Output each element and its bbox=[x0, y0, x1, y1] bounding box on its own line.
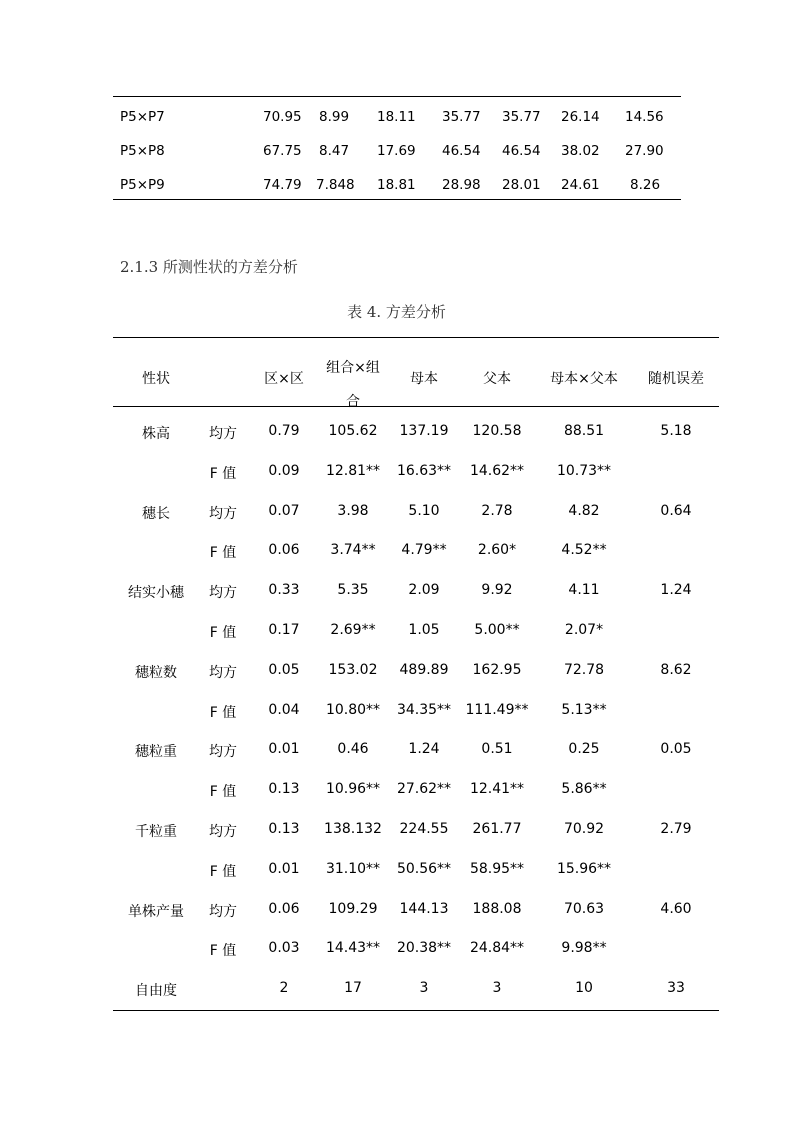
stat-type: F 值 bbox=[209, 625, 237, 641]
table-row bbox=[113, 423, 719, 443]
table-cell: 17 bbox=[344, 980, 362, 997]
table-row bbox=[113, 821, 719, 841]
table-cell: 9.98** bbox=[561, 940, 607, 957]
table-cell: 8.62 bbox=[660, 661, 692, 678]
table-cell: 16.63** bbox=[396, 462, 452, 479]
table-cell: 12.81** bbox=[325, 462, 381, 479]
table-row bbox=[113, 940, 719, 960]
trait-name: 株高 bbox=[142, 426, 170, 442]
table-cell: 24.84** bbox=[469, 940, 525, 957]
table-cell: 3 bbox=[492, 980, 502, 997]
table-cell: 10 bbox=[575, 980, 593, 997]
cross-name: P5×P9 bbox=[120, 177, 165, 193]
table-cell: 70.63 bbox=[563, 900, 605, 917]
table-cell: 1.05 bbox=[408, 622, 440, 638]
table-cell: 74.79 bbox=[263, 177, 302, 193]
table-cell: 27.62** bbox=[396, 781, 452, 798]
table-row bbox=[113, 582, 719, 602]
table-cell: 0.06 bbox=[268, 900, 300, 917]
table-cell: 2.69** bbox=[330, 622, 376, 638]
table-cell: 4.79** bbox=[401, 542, 447, 559]
table-cell: 14.62** bbox=[469, 462, 525, 479]
table-cell: 2.79 bbox=[660, 821, 692, 837]
table-cell: 10.80** bbox=[325, 701, 381, 718]
stat-type: F 值 bbox=[209, 863, 237, 880]
table-cell: 0.01 bbox=[268, 860, 300, 877]
stat-type: 均方 bbox=[209, 744, 237, 761]
header-combination-line2: 合 bbox=[345, 394, 360, 410]
table-cell: 0.13 bbox=[268, 821, 300, 837]
table-cell: 5.00** bbox=[474, 622, 520, 638]
stat-type: 均方 bbox=[209, 824, 237, 840]
trait-name: 穗粒重 bbox=[135, 744, 177, 761]
table-cell: 3.74** bbox=[330, 542, 376, 559]
table-cell: 0.33 bbox=[268, 582, 300, 599]
table-cell: 5.13** bbox=[561, 701, 607, 718]
table-cell: 1.24 bbox=[660, 582, 692, 599]
table-cell: 0.05 bbox=[660, 741, 692, 758]
stat-type: F 值 bbox=[209, 465, 237, 482]
table-cell: 0.17 bbox=[268, 622, 300, 638]
table-cell: 2.60* bbox=[477, 542, 517, 559]
trait-name: 穗粒数 bbox=[135, 664, 177, 681]
table-cell: 138.132 bbox=[324, 821, 382, 837]
table-cell: 2 bbox=[279, 980, 289, 997]
table-cell: 0.79 bbox=[268, 423, 300, 439]
table-cell: 5.18 bbox=[660, 423, 692, 439]
table-cell: 70.95 bbox=[263, 109, 302, 125]
table-cell: 28.98 bbox=[442, 177, 481, 193]
table-cell: 8.26 bbox=[630, 177, 661, 193]
table-cell: 38.02 bbox=[561, 143, 600, 159]
table-cell: 12.41** bbox=[469, 781, 525, 798]
table-cell: 10.73** bbox=[556, 462, 612, 479]
table-row bbox=[113, 901, 719, 921]
table-cell: 0.46 bbox=[337, 741, 369, 758]
table-cell: 4.82 bbox=[568, 502, 600, 519]
table-cell: 0.05 bbox=[268, 661, 300, 678]
table-cell: 18.11 bbox=[377, 109, 416, 125]
header-mother-x-father: 母本×父本 bbox=[550, 371, 618, 387]
table-cell: 70.92 bbox=[563, 821, 605, 837]
table-cell: 144.13 bbox=[399, 900, 449, 917]
table-cell: 111.49** bbox=[465, 701, 529, 718]
table-cell: 4.52** bbox=[561, 542, 607, 559]
table-cell: 489.89 bbox=[399, 661, 449, 678]
header-trait: 性状 bbox=[142, 371, 170, 387]
table-caption: 表 4. 方差分析 bbox=[347, 303, 446, 321]
table-cell: 8.47 bbox=[319, 143, 350, 159]
table-row bbox=[113, 662, 719, 682]
table-cell: 10.96** bbox=[325, 781, 381, 798]
trait-name: 穗长 bbox=[142, 505, 170, 522]
header-combination bbox=[326, 351, 380, 419]
table-cell: 2.07* bbox=[564, 622, 604, 638]
trait-name: 结实小穗 bbox=[128, 585, 184, 602]
table-cell: 120.58 bbox=[472, 423, 522, 439]
table-cell: 4.60 bbox=[660, 900, 692, 917]
table-cell: 224.55 bbox=[399, 821, 449, 837]
table-cell: 0.51 bbox=[481, 741, 513, 758]
table-cell: 153.02 bbox=[328, 661, 378, 678]
table-cell: 0.04 bbox=[268, 701, 300, 718]
table-cell: 26.14 bbox=[561, 109, 600, 125]
stat-type: F 值 bbox=[209, 704, 237, 721]
table-cell: 109.29 bbox=[328, 900, 378, 917]
stat-type: 均方 bbox=[209, 903, 237, 920]
table-cell: 50.56** bbox=[396, 860, 452, 877]
table-cell: 2.09 bbox=[408, 582, 440, 599]
trait-name: 单株产量 bbox=[128, 903, 184, 920]
table-cell: 8.99 bbox=[319, 109, 350, 125]
trait-name: 千粒重 bbox=[135, 824, 177, 840]
table-cell: 34.35** bbox=[396, 701, 452, 718]
table-row bbox=[113, 622, 719, 642]
table-cell: 0.03 bbox=[268, 940, 300, 957]
stat-type: 均方 bbox=[209, 585, 237, 602]
stat-type: F 值 bbox=[209, 545, 237, 562]
table-cell: 137.19 bbox=[399, 423, 449, 439]
table-cell: 35.77 bbox=[502, 109, 541, 125]
trait-name: 自由度 bbox=[135, 983, 177, 1000]
cross-name: P5×P7 bbox=[120, 109, 165, 125]
stat-type: F 值 bbox=[209, 784, 237, 801]
table-row bbox=[113, 861, 719, 881]
section-heading: 2.1.3 所测性状的方差分析 bbox=[120, 258, 298, 276]
table-cell: 0.06 bbox=[268, 542, 300, 559]
table-cell: 17.69 bbox=[377, 143, 416, 159]
table-row bbox=[113, 702, 719, 722]
table-cell: 58.95** bbox=[469, 860, 525, 877]
table-cell: 2.78 bbox=[481, 502, 513, 519]
table-cell: 4.11 bbox=[568, 582, 600, 599]
table-row bbox=[113, 143, 681, 163]
table-cell: 35.77 bbox=[442, 109, 481, 125]
table-cell: 7.848 bbox=[316, 177, 355, 193]
table-cell: 0.25 bbox=[568, 741, 600, 758]
table-cell: 33 bbox=[667, 980, 685, 997]
table-cell: 46.54 bbox=[442, 143, 481, 159]
table-cell: 15.96** bbox=[556, 860, 612, 877]
table-row bbox=[113, 463, 719, 483]
stat-type: 均方 bbox=[209, 664, 237, 681]
table-cell: 0.01 bbox=[268, 741, 300, 758]
table-cell: 24.61 bbox=[561, 177, 600, 193]
table-cell: 5.35 bbox=[337, 582, 369, 599]
table-cell: 0.07 bbox=[268, 502, 300, 519]
table-cell: 261.77 bbox=[472, 821, 522, 837]
table-cell: 3 bbox=[419, 980, 429, 997]
stat-type: 均方 bbox=[209, 426, 237, 442]
header-mother: 母本 bbox=[410, 371, 438, 387]
table-row bbox=[113, 781, 719, 801]
table-cell: 72.78 bbox=[563, 661, 605, 678]
table-cell: 3.98 bbox=[337, 502, 369, 519]
table-cell: 0.64 bbox=[660, 502, 692, 519]
table-row bbox=[113, 109, 681, 129]
table-cell: 46.54 bbox=[502, 143, 541, 159]
table-cell: 14.43** bbox=[325, 940, 381, 957]
header-random-error: 随机误差 bbox=[648, 371, 704, 387]
table-cell: 0.13 bbox=[268, 781, 300, 798]
table-row bbox=[113, 542, 719, 562]
table-cell: 105.62 bbox=[328, 423, 378, 439]
table-cell: 67.75 bbox=[263, 143, 302, 159]
table-cell: 1.24 bbox=[408, 741, 440, 758]
cross-name: P5×P8 bbox=[120, 143, 165, 159]
stat-type: 均方 bbox=[209, 505, 237, 522]
table-cell: 0.09 bbox=[268, 462, 300, 479]
table-cell: 20.38** bbox=[396, 940, 452, 957]
table-cell: 188.08 bbox=[472, 900, 522, 917]
table-cell: 31.10** bbox=[325, 860, 381, 877]
header-rule bbox=[113, 406, 719, 407]
header-block: 区×区 bbox=[264, 371, 304, 387]
table-row bbox=[113, 741, 719, 761]
table-row bbox=[113, 980, 719, 1000]
table-cell: 27.90 bbox=[625, 143, 664, 159]
table-cell: 9.92 bbox=[481, 582, 513, 599]
table-row bbox=[113, 177, 681, 197]
table-cell: 5.86** bbox=[561, 781, 607, 798]
anova-table bbox=[113, 337, 719, 1011]
header-father: 父本 bbox=[483, 371, 511, 387]
stat-type: F 值 bbox=[209, 943, 237, 960]
table-cell: 162.95 bbox=[472, 661, 522, 678]
table-cell: 88.51 bbox=[563, 423, 605, 439]
table-cell: 18.81 bbox=[377, 177, 416, 193]
table-3-continuation bbox=[113, 96, 681, 200]
header-combination-line1: 组合×组 bbox=[326, 360, 380, 376]
table-cell: 14.56 bbox=[625, 109, 664, 125]
table-cell: 28.01 bbox=[502, 177, 541, 193]
table-cell: 5.10 bbox=[408, 502, 440, 519]
table-row bbox=[113, 503, 719, 523]
